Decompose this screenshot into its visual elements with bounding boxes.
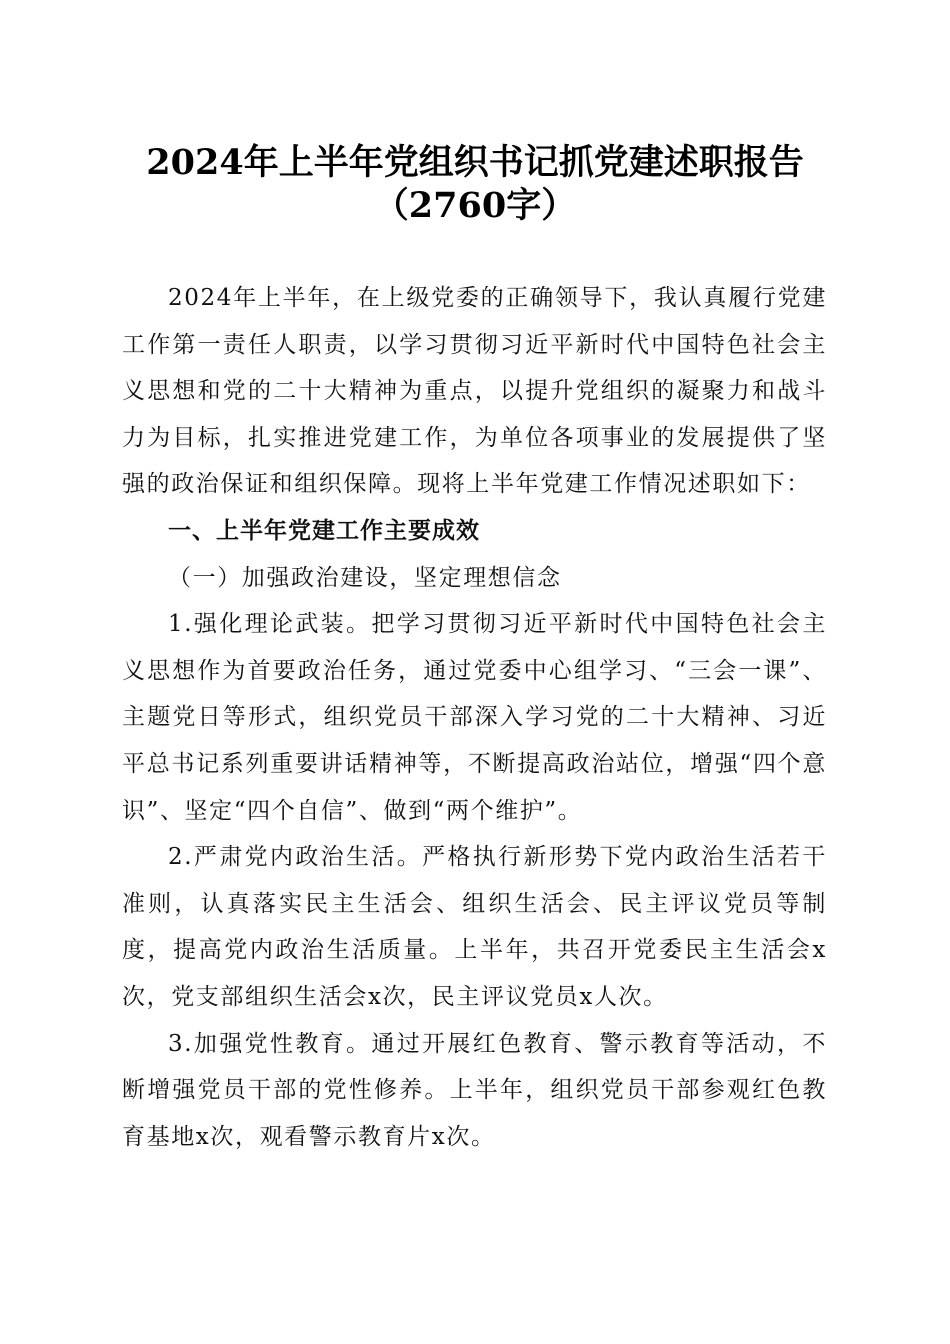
document-body — [122, 275, 827, 1160]
document-subtitle: （2760字） — [373, 185, 577, 226]
list-item-3: 3.加强党性教育。通过开展红色教育、警示教育等活动，不断增强党员干部的党性修养。上半年，组织党员干部参观红色教育基地x次，观看警示教育片x次。 — [122, 1030, 827, 1150]
section-heading: 一、上半年党建工作主要成效 — [168, 517, 480, 544]
subsection-heading: （一）加强政治建设，坚定理想信念 — [168, 564, 562, 591]
list-item-1: 1.强化理论武装。把学习贯彻习近平新时代中国特色社会主义思想作为首要政治任务，通过党委中心组学习、“三会一课”、主题党日等形式，组织党员干部深入学习党的二十大精神、习近平总书记系列重要讲话精神等，不断提高政治站位，增强“四个意识”、坚定“四个自信”、做到“两个维护”。 — [122, 611, 827, 824]
list-item-2: 2.严肃党内政治生活。严格执行新形势下党内政治生活若干准则，认真落实民主生活会、组织生活会、民主评议党员等制度，提高党内政治生活质量。上半年，共召开党委民主生活会x次，党支部组织生活会x次，民主评议党员x人次。 — [122, 844, 827, 1010]
intro-paragraph: 2024年上半年，在上级党委的正确领导下，我认真履行党建工作第一责任人职责，以学习贯彻习近平新时代中国特色社会主义思想和党的二十大精神为重点，以提升党组织的凝聚力和战斗力为目标，扎实推进党建工作，为单位各项事业的发展提供了坚强的政治保证和组织保障。现将上半年党建工作情况述职如下： — [122, 285, 827, 498]
document-title: 2024年上半年党组织书记抓党建述职报告 — [146, 142, 804, 183]
